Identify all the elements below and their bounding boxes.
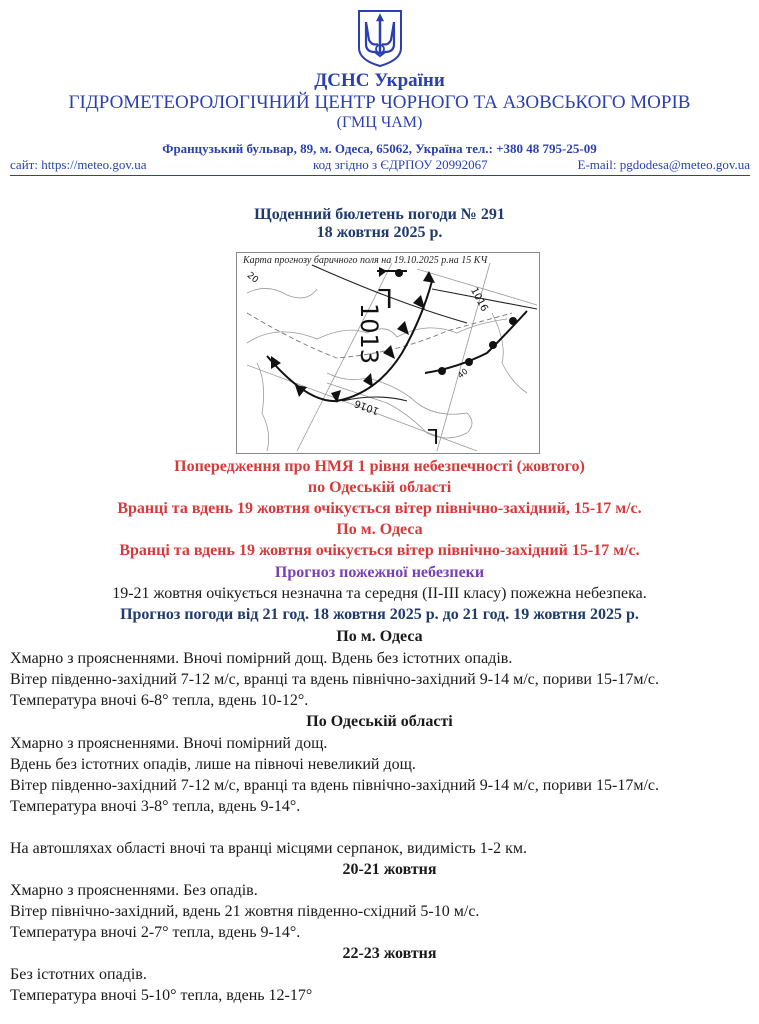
header-divider bbox=[10, 175, 750, 176]
warning-city: По м. Одеса bbox=[336, 521, 423, 538]
email-link[interactable]: E-mail: pgdodesa@meteo.gov.ua bbox=[577, 157, 750, 172]
org-address: Французький бульвар, 89, м. Одеса, 65062, Україна тел.: +380 48 795-25-09 bbox=[162, 141, 597, 156]
forecast-region-line: Вдень без істотних опадів, лише на півночі невеликий дощ. bbox=[10, 756, 416, 773]
cold-front bbox=[267, 281, 432, 401]
fire-danger-text: 19-21 жовтня очікується незначна та середня (ІІ-ІІІ класу) пожежна небезпека. bbox=[112, 585, 647, 602]
forecast-20-21-line: Температура вночі 2-7° тепла, вдень 9-14°. bbox=[10, 924, 301, 941]
warning-title: Попередження про НМЯ 1 рівня небезпечності (жовтого) bbox=[174, 458, 585, 475]
forecast-city-line: Температура вночі 6-8° тепла, вдень 10-12°. bbox=[10, 692, 309, 709]
fire-danger-title: Прогноз пожежної небезпеки bbox=[274, 564, 485, 581]
org-short-name: (ГМЦ ЧАМ) bbox=[336, 114, 423, 131]
bulletin-date: 18 жовтня 2025 р. bbox=[316, 224, 443, 241]
low-pressure-center-north: L bbox=[378, 282, 393, 312]
warning-region: по Одеській області bbox=[307, 479, 452, 496]
warning-region-text: Вранці та вдень 19 жовтня очікується вітер північно-західний, 15-17 м/с. bbox=[117, 500, 642, 517]
isobar-label-1013: 1013 bbox=[355, 303, 383, 365]
trident-coat-of-arms-icon bbox=[355, 8, 405, 68]
forecast-city-line: Хмарно з проясненнями. Вночі помірний дощ. Вдень без істотних опадів. bbox=[10, 650, 513, 667]
forecast-20-21-line: Вітер північно-західний, вдень 21 жовтня південно-східний 5-10 м/с. bbox=[10, 903, 480, 920]
org-parent-title: ДСНС України bbox=[314, 70, 445, 91]
forecast-region-line: Хмарно з проясненнями. Вночі помірний дощ. bbox=[10, 735, 328, 752]
forecast-roads-note: На автошляхах області вночі та вранці місцями серпанок, видимість 1-2 км. bbox=[10, 840, 528, 857]
isobar-label-1016-bottom: 1016 bbox=[353, 397, 381, 417]
forecast-22-23-line: Температура вночі 5-10° тепла, вдень 12-17° bbox=[10, 987, 313, 1004]
isobars bbox=[312, 265, 537, 401]
map-caption: Карта прогнозу баричного поля на 19.10.2025 р.на 15 КЧ bbox=[243, 255, 488, 266]
forecast-region-line: Температура вночі 3-8° тепла, вдень 9-14°. bbox=[10, 798, 301, 815]
isobar-label-40: 40 bbox=[456, 366, 470, 381]
forecast-city-line: Вітер південно-західний 7-12 м/с, вранці та вдень північно-західний 9-14 м/с, пориви 15-17м/с. bbox=[10, 671, 659, 688]
forecast-22-23-line: Без істотних опадів. bbox=[10, 966, 147, 983]
forecast-20-21-line: Хмарно з проясненнями. Без опадів. bbox=[10, 882, 258, 899]
forecast-city-heading: По м. Одеса bbox=[336, 628, 423, 645]
forecast-22-23-heading: 22-23 жовтня bbox=[342, 945, 437, 962]
warning-city-text: Вранці та вдень 19 жовтня очікується вітер північно-західний 15-17 м/с. bbox=[119, 542, 640, 559]
synoptic-map bbox=[236, 252, 540, 454]
edrpou-code: код згідно з ЄДРПОУ 20992067 bbox=[313, 157, 488, 172]
forecast-region-line: Вітер південно-західний 7-12 м/с, вранці та вдень північно-західний 9-14 м/с, пориви 15-17м/с. bbox=[10, 777, 659, 794]
isobar-label-1016-top: 1016 bbox=[468, 285, 490, 314]
forecast-20-21-heading: 20-21 жовтня bbox=[342, 861, 437, 878]
website-link[interactable]: сайт: https://meteo.gov.ua bbox=[10, 157, 147, 172]
org-name: ГІДРОМЕТЕОРОЛОГІЧНИЙ ЦЕНТР ЧОРНОГО ТА АЗОВСЬКОГО МОРІВ bbox=[68, 92, 691, 113]
bulletin-title: Щоденний бюлетень погоди № 291 bbox=[254, 206, 505, 223]
low-pressure-center-south: L bbox=[427, 424, 439, 448]
forecast-region-heading: По Одеській області bbox=[306, 713, 453, 730]
forecast-title: Прогноз погоди від 21 год. 18 жовтня 2025 р. до 21 год. 19 жовтня 2025 р. bbox=[120, 606, 639, 623]
warm-front-semicircles bbox=[438, 317, 517, 375]
isobar-label-20: 20 bbox=[244, 270, 260, 286]
